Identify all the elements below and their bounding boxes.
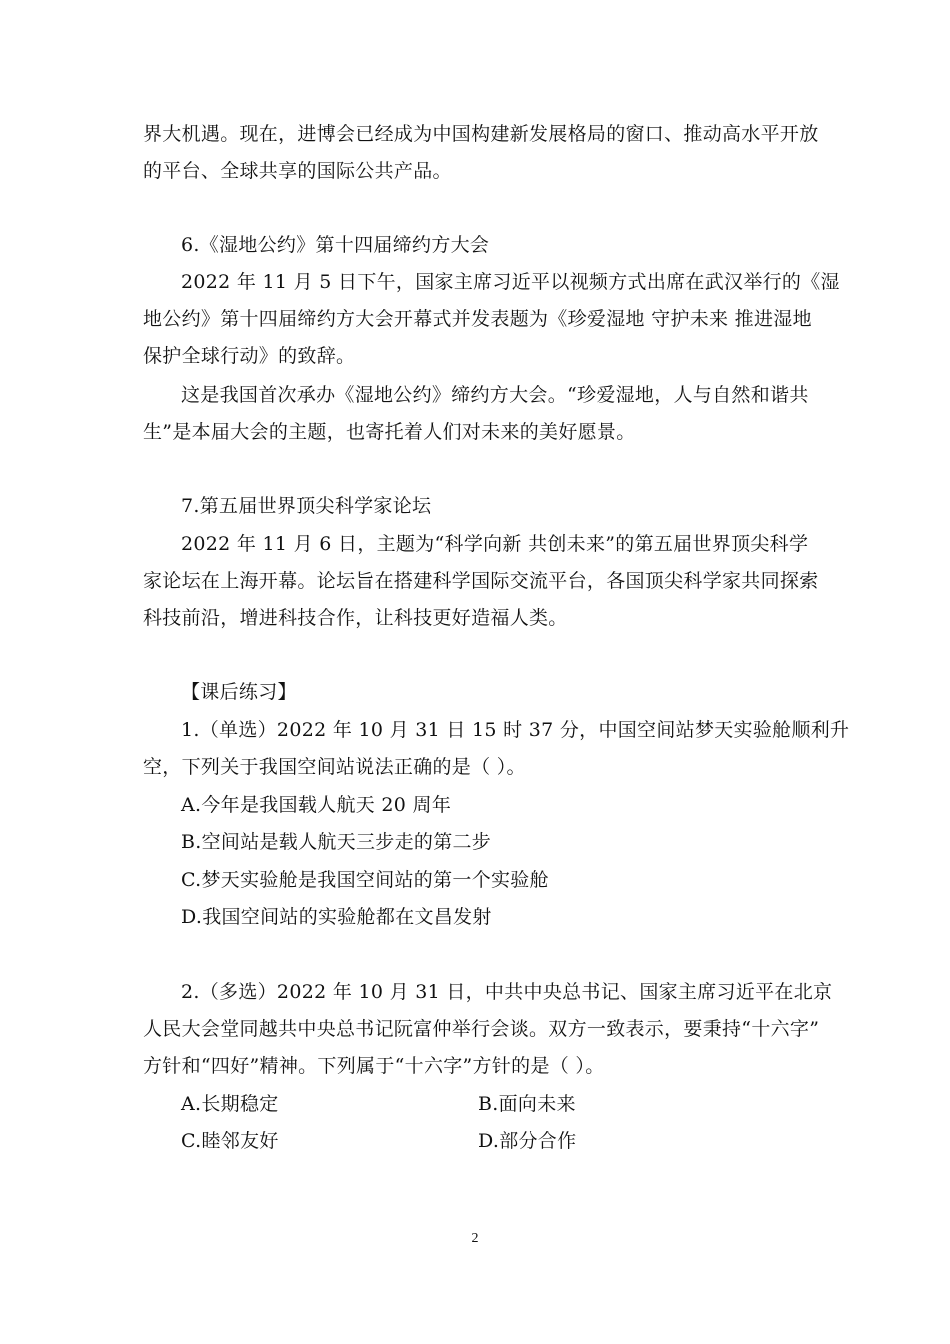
body-line: 2022 年 11 月 6 日，主题为“科学向新 共创未来”的第五届世界顶尖科学 bbox=[181, 533, 809, 555]
body-line: 界大机遇。现在，进博会已经成为中国构建新发展格局的窗口、推动高水平开放 bbox=[143, 123, 819, 145]
question-stem: 方针和“四好”精神。下列属于“十六字”方针的是（ ）。 bbox=[143, 1055, 605, 1077]
question-stem: 2.（多选）2022 年 10 月 31 日，中共中央总书记、国家主席习近平在北京 bbox=[181, 981, 833, 1003]
exercise-heading: 【课后练习】 bbox=[181, 681, 297, 703]
question-stem: 人民大会堂同越共中央总书记阮富仲举行会谈。双方一致表示，要秉持“十六字” bbox=[143, 1018, 820, 1040]
page-number: 2 bbox=[471, 1231, 479, 1246]
body-line: 家论坛在上海开幕。论坛旨在搭建科学国际交流平台，各国顶尖科学家共同探索 bbox=[143, 570, 819, 592]
section-heading: 7.第五届世界顶尖科学家论坛 bbox=[181, 495, 432, 517]
question-stem: 空，下列关于我国空间站说法正确的是（ ）。 bbox=[143, 756, 526, 778]
question-option: B.空间站是载人航天三步走的第二步 bbox=[181, 831, 492, 853]
question-option: A.今年是我国载人航天 20 周年 bbox=[181, 794, 452, 816]
question-option: D.部分合作 bbox=[478, 1130, 577, 1152]
body-line: 科技前沿，增进科技合作，让科技更好造福人类。 bbox=[143, 607, 568, 629]
body-line: 保护全球行动》的致辞。 bbox=[143, 345, 356, 367]
body-line: 这是我国首次承办《湿地公约》缔约方大会。“珍爱湿地，人与自然和谐共 bbox=[181, 384, 809, 406]
body-line: 2022 年 11 月 5 日下午，国家主席习近平以视频方式出席在武汉举行的《湿 bbox=[181, 271, 840, 293]
body-line: 生”是本届大会的主题，也寄托着人们对未来的美好愿景。 bbox=[143, 421, 636, 443]
question-option: A.长期稳定 bbox=[181, 1093, 279, 1115]
body-line: 的平台、全球共享的国际公共产品。 bbox=[143, 160, 452, 182]
question-option: B.面向未来 bbox=[478, 1093, 576, 1115]
question-option: C.梦天实验舱是我国空间站的第一个实验舱 bbox=[181, 869, 549, 891]
question-option: C.睦邻友好 bbox=[181, 1130, 279, 1152]
question-option: D.我国空间站的实验舱都在文昌发射 bbox=[181, 906, 492, 928]
question-stem: 1.（单选）2022 年 10 月 31 日 15 时 37 分，中国空间站梦天实验舱顺利升 bbox=[181, 719, 850, 741]
section-heading: 6.《湿地公约》第十四届缔约方大会 bbox=[181, 234, 490, 256]
body-line: 地公约》第十四届缔约方大会开幕式并发表题为《珍爱湿地 守护未来 推进湿地 bbox=[143, 308, 812, 330]
